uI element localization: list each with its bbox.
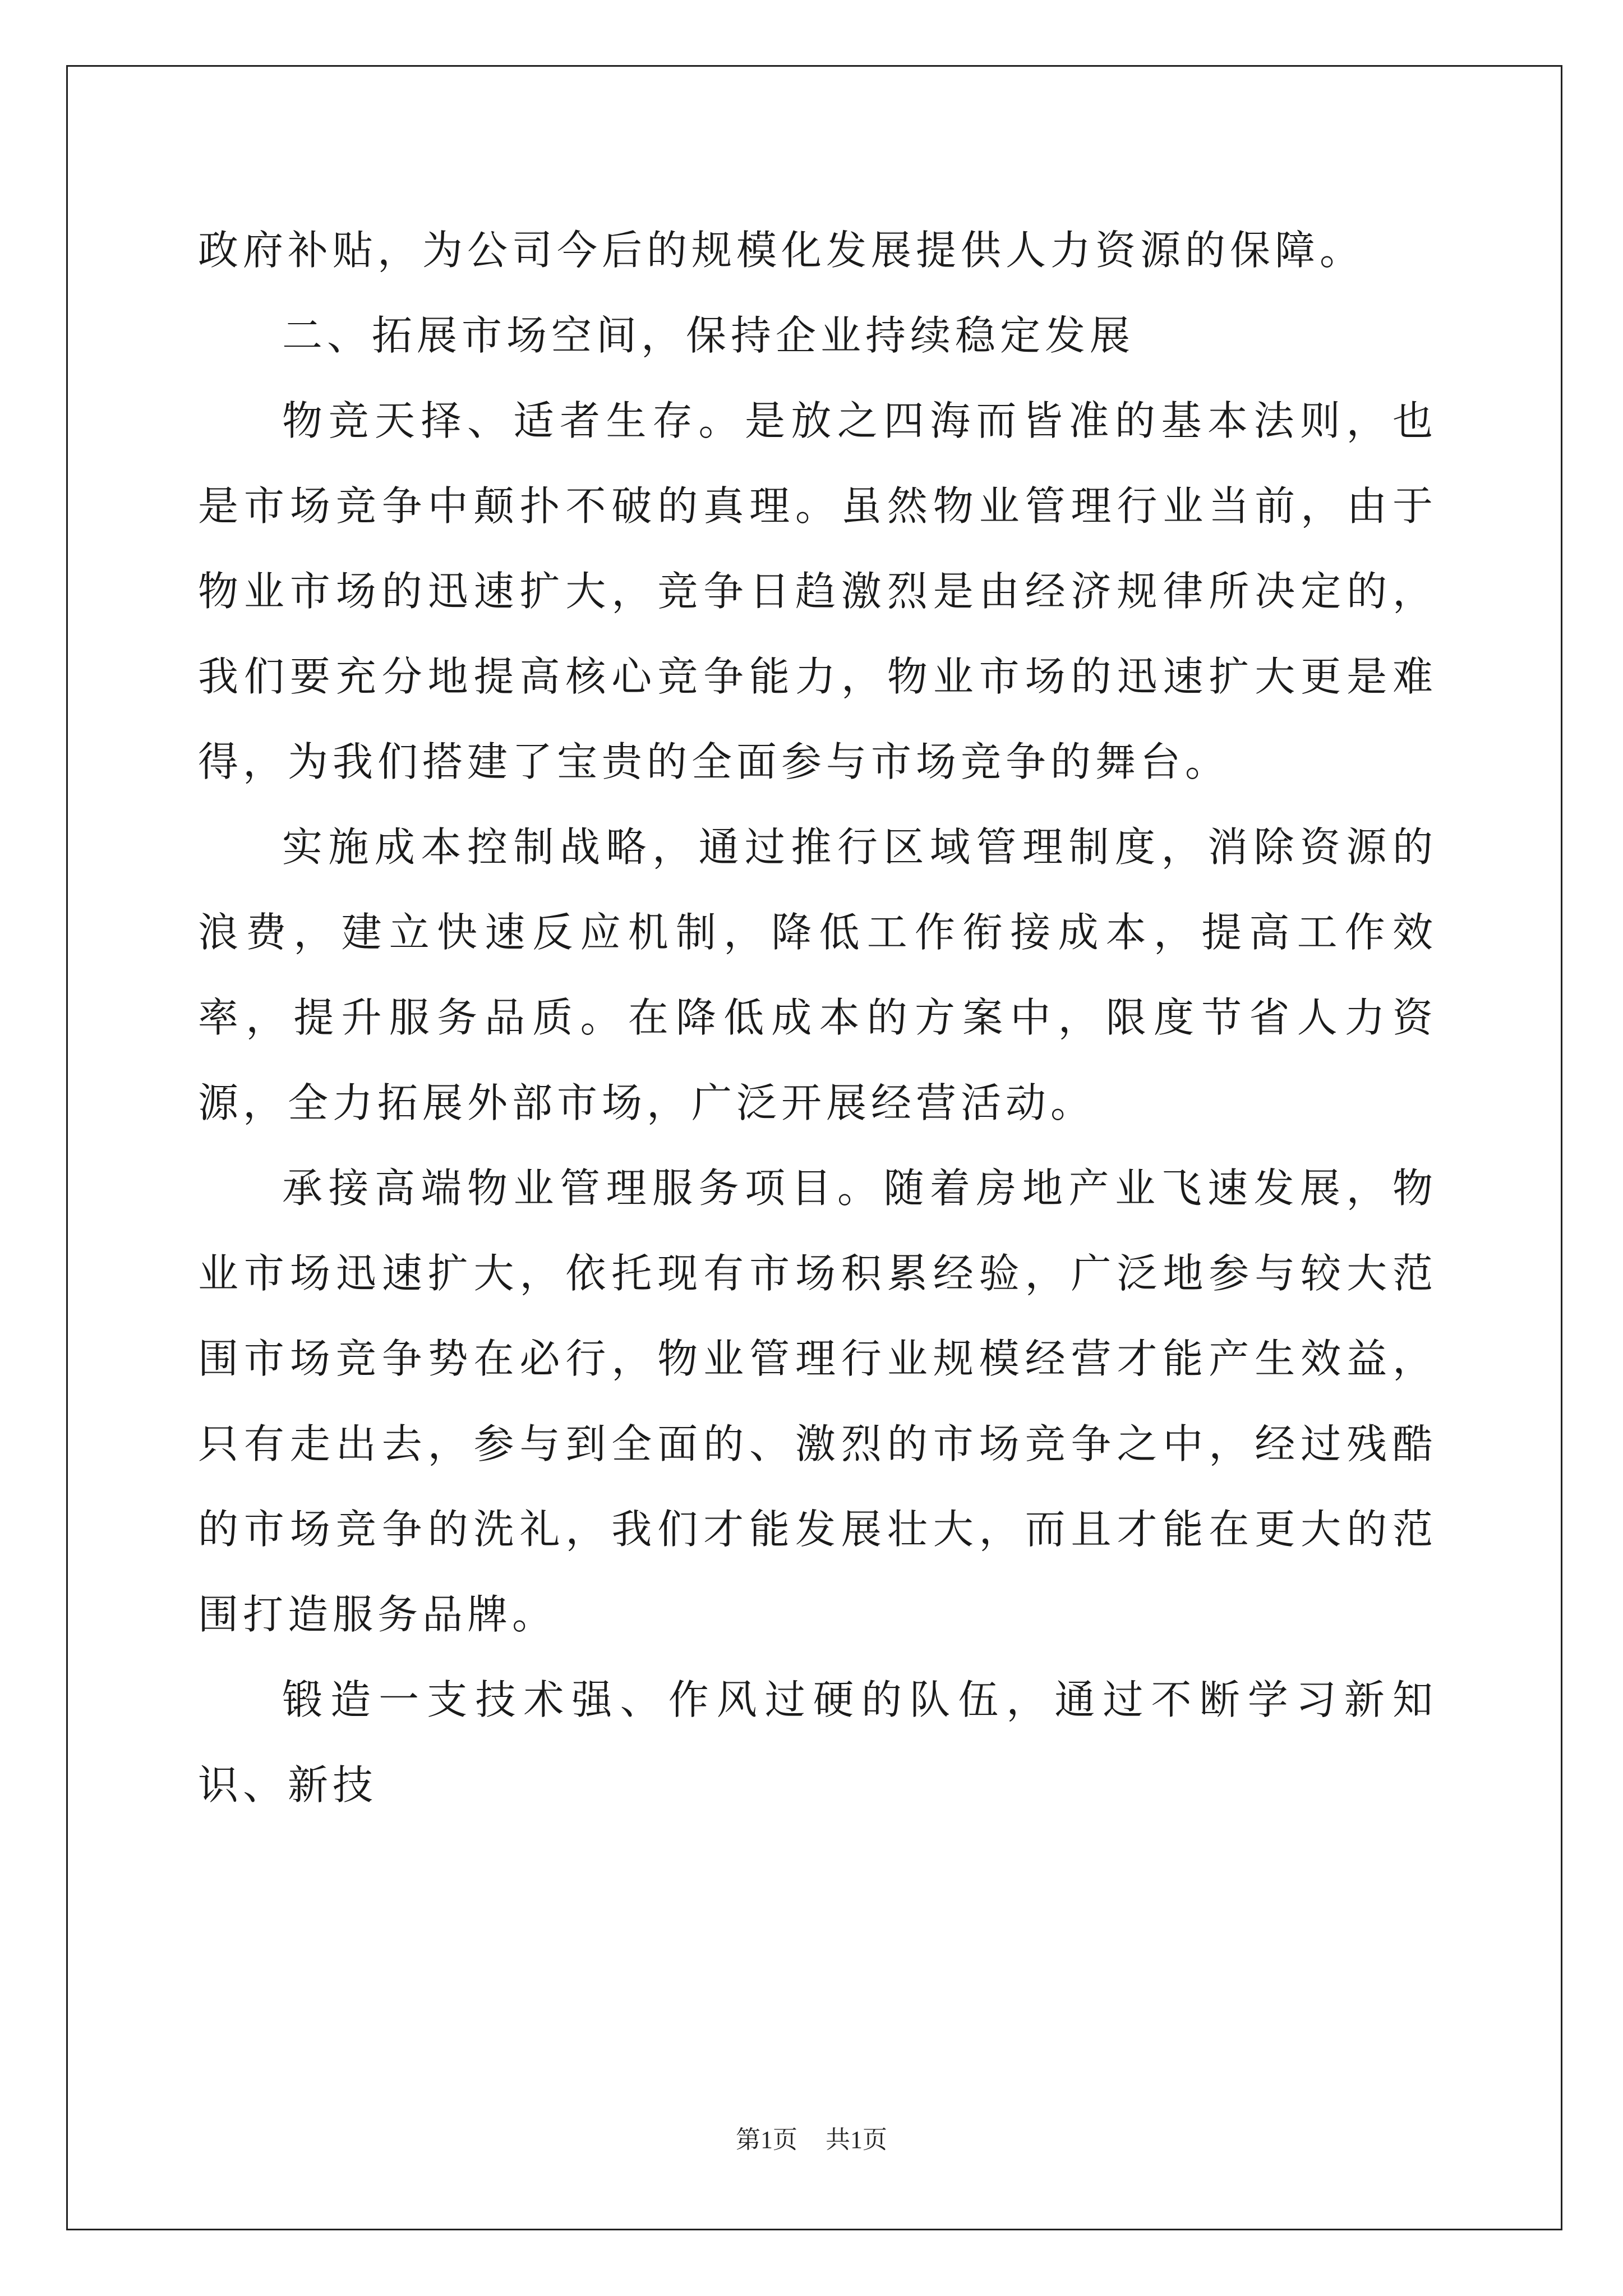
paragraph: 承接高端物业管理服务项目。随着房地产业飞速发展，物业市场迅速扩大，依托现有市场积累经验，广泛地参与较大范围市场竞争势在必行，物业管理行业规模经营才能产生效益，只有走出去，参与到全面的、激烈的市场竞争之中，经过残酷的市场竞争的洗礼，我们才能发展壮大，而且才能在更大的范围打造服务品牌。 bbox=[198, 1165, 1437, 1638]
page-total: 共1页 bbox=[826, 2126, 887, 2154]
document-body bbox=[198, 208, 1437, 1828]
section-heading: 二、拓展市场空间，保持企业持续稳定发展 bbox=[282, 312, 1135, 359]
paragraph: 实施成本控制战略，通过推行区域管理制度，消除资源的浪费，建立快速反应机制，降低工作衔接成本，提高工作效率，提升服务品质。在降低成本的方案中，限度节省人力资源，全力拓展外部市场，广泛开展经营活动。 bbox=[198, 823, 1437, 1126]
paragraph: 锻造一支技术强、作风过硬的队伍，通过不断学习新知识、新技 bbox=[198, 1676, 1437, 1809]
paragraph-continuation: 政府补贴，为公司今后的规模化发展提供人力资源的保障。 bbox=[198, 227, 1365, 274]
paragraph: 物竞天择、适者生存。是放之四海而皆准的基本法则，也是市场竞争中颠扑不破的真理。虽然物业管理行业当前，由于物业市场的迅速扩大，竞争日趋激烈是由经济规律所决定的，我们要充分地提高核心竞争能力，物业市场的迅速扩大更是难得，为我们搭建了宝贵的全面参与市场竞争的舞台。 bbox=[198, 397, 1437, 785]
page-number: 第1页 bbox=[736, 2126, 797, 2154]
page-footer bbox=[0, 2123, 1623, 2157]
